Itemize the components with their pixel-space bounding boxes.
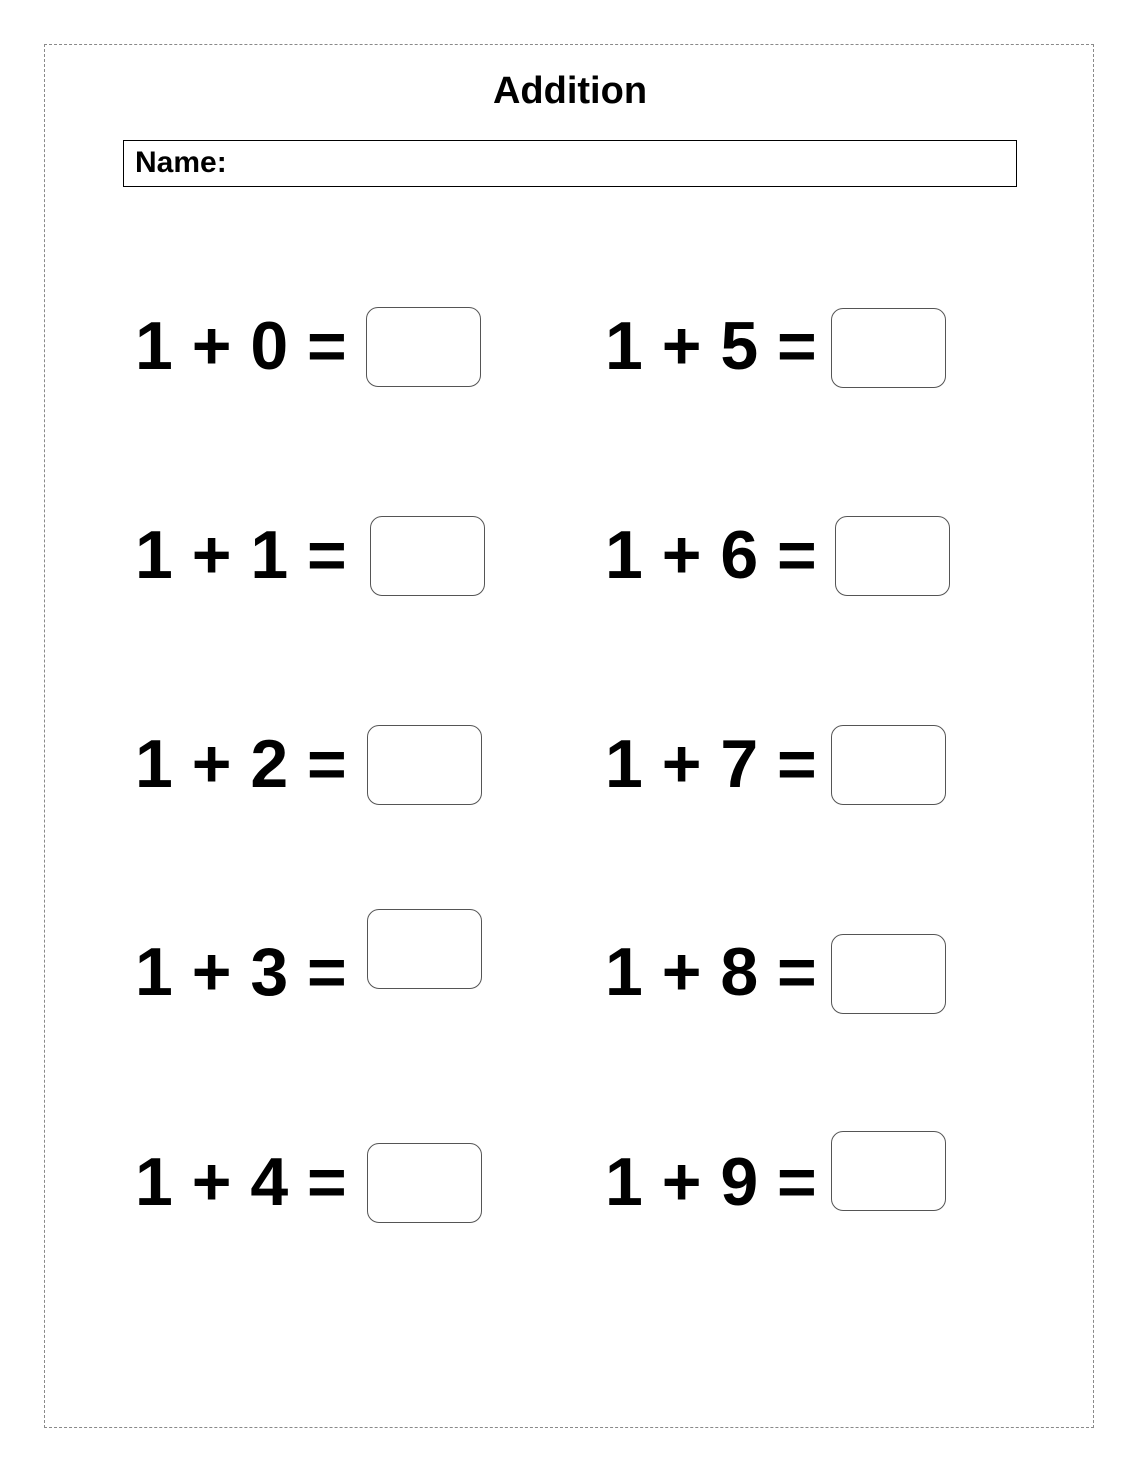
answer-box[interactable] [831,934,946,1014]
problem-expression: 1 + 3 = [135,934,347,1010]
problem-expression: 1 + 2 = [135,726,347,802]
problem-expression: 1 + 9 = [605,1144,817,1220]
problem-expression: 1 + 6 = [605,517,817,593]
answer-box[interactable] [831,1131,946,1211]
problem-expression: 1 + 8 = [605,934,817,1010]
answer-box[interactable] [831,308,946,388]
answer-box[interactable] [367,725,482,805]
problem-expression: 1 + 4 = [135,1144,347,1220]
answer-box[interactable] [831,725,946,805]
answer-box[interactable] [366,307,481,387]
problem-expression: 1 + 7 = [605,726,817,802]
answer-box[interactable] [835,516,950,596]
answer-box[interactable] [367,1143,482,1223]
problem-expression: 1 + 1 = [135,517,347,593]
name-field[interactable] [123,140,1017,187]
problem-expression: 1 + 5 = [605,308,817,384]
worksheet-title: Addition [492,70,648,112]
problem-expression: 1 + 0 = [135,308,347,384]
answer-box[interactable] [367,909,482,989]
name-label: Name: [135,146,227,179]
answer-box[interactable] [370,516,485,596]
